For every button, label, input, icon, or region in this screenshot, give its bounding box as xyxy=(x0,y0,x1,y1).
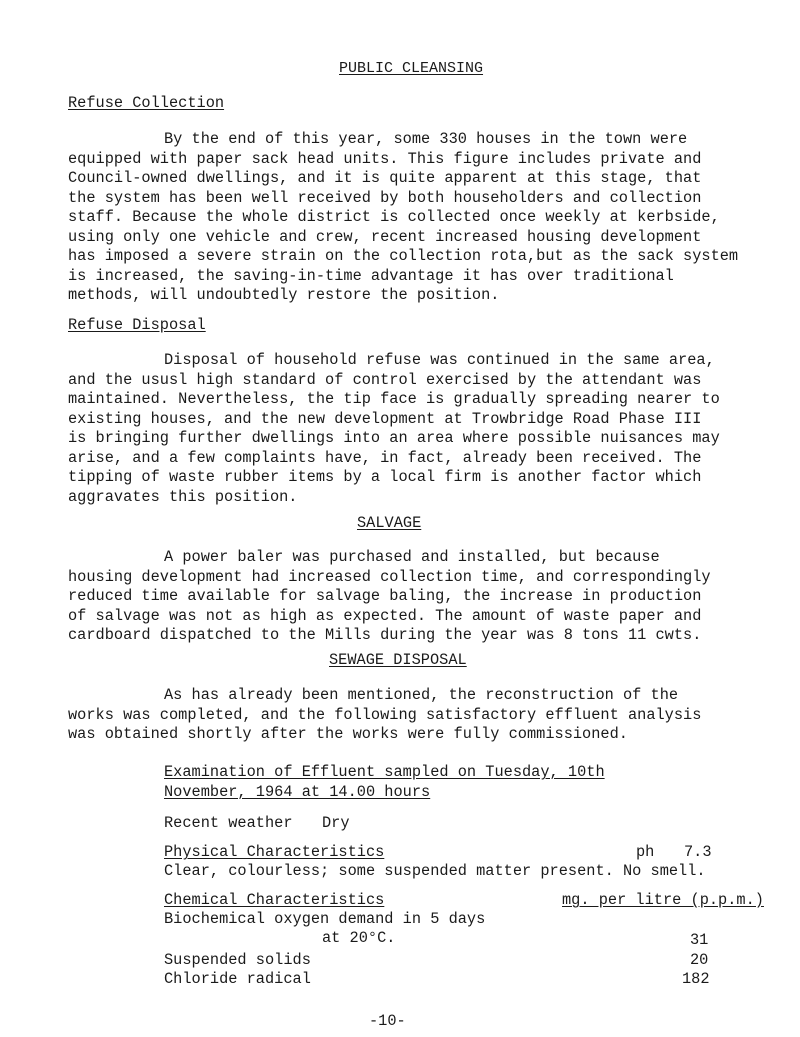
recent-weather-label: Recent weather xyxy=(164,814,293,832)
text-line: the system has been well received by both householders and collection xyxy=(68,188,702,207)
ph-value: 7.3 xyxy=(684,843,712,861)
text-line: works was completed, and the following satisfactory effluent analysis xyxy=(68,705,702,724)
refuse-collection-paragraph xyxy=(68,130,760,306)
text-line: As has already been mentioned, the reconstruction of the xyxy=(164,686,679,704)
text-line: cardboard dispatched to the Mills during the year was 8 tons 11 cwts. xyxy=(68,626,702,644)
physical-description: Clear, colourless; some suspended matter present. No smell. xyxy=(164,862,706,880)
text-line: Disposal of household refuse was continued in the same area, xyxy=(164,351,715,369)
recent-weather-value: Dry xyxy=(322,814,350,832)
text-line: maintained. Nevertheless, the tip face is gradually spreading nearer to xyxy=(68,390,720,408)
chloride-radical-label: Chloride radical xyxy=(164,970,311,988)
text-line: Council-owned dwellings, and it is quite apparent at this stage, that xyxy=(68,169,702,187)
bod-label-line2: at 20°C. xyxy=(322,929,396,947)
text-line: using only one vehicle and crew, recent increased housing development xyxy=(68,227,702,246)
chemical-characteristics-label: Chemical Characteristics xyxy=(164,891,385,909)
page-title: PUBLIC CLEANSING xyxy=(339,60,484,77)
text-line: is increased, the saving-in-time advantage it has over traditional xyxy=(68,266,674,285)
salvage-heading: SALVAGE xyxy=(357,514,422,532)
text-line: methods, will undoubtedly restore the position. xyxy=(68,286,500,304)
text-line: equipped with paper sack head units. This figure includes private and xyxy=(68,149,702,168)
text-line: tipping of waste rubber items by a local firm is another factor which xyxy=(68,468,702,486)
text-line: of salvage was not as high as expected. The amount of waste paper and xyxy=(68,606,702,625)
sewage-disposal-paragraph xyxy=(68,686,760,745)
text-line: reduced time available for salvage baling, the increase in production xyxy=(68,587,702,605)
ph-label: ph xyxy=(636,843,655,861)
text-line: is bringing further dwellings into an area where possible nuisances may xyxy=(68,429,720,447)
refuse-disposal-paragraph xyxy=(68,351,760,507)
salvage-paragraph xyxy=(68,548,760,646)
suspended-solids-value: 20 xyxy=(690,951,709,969)
text-line: and the ususl high standard of control exercised by the attendant was xyxy=(68,370,702,389)
text-line: staff. Because the whole district is collected once weekly at kerbside, xyxy=(68,208,720,226)
bod-label-line1: Biochemical oxygen demand in 5 days xyxy=(164,910,486,928)
suspended-solids-label: Suspended solids xyxy=(164,951,311,969)
text-line: A power baler was purchased and installed, but because xyxy=(164,548,660,566)
refuse-collection-heading: Refuse Collection xyxy=(68,94,225,112)
sewage-disposal-heading: SEWAGE DISPOSAL xyxy=(329,651,467,669)
text-line: existing houses, and the new development at Trowbridge Road Phase III xyxy=(68,409,702,428)
text-line: housing development had increased collection time, and correspondingly xyxy=(68,567,711,586)
text-line: was obtained shortly after the works were fully commissioned. xyxy=(68,725,628,743)
physical-characteristics-label: Physical Characteristics xyxy=(164,843,385,861)
bod-value: 31 xyxy=(690,931,709,949)
analysis-heading-line1: Examination of Effluent sampled on Tuesday, 10th xyxy=(164,763,605,781)
analysis-heading-line2: November, 1964 at 14.00 hours xyxy=(164,783,431,801)
text-line: By the end of this year, some 330 houses in the town were xyxy=(164,130,688,148)
text-line: aggravates this position. xyxy=(68,487,298,506)
page-number: -10- xyxy=(369,1012,406,1030)
refuse-disposal-heading: Refuse Disposal xyxy=(68,316,206,334)
text-line: arise, and a few complaints have, in fact, already been received. The xyxy=(68,448,702,467)
units-label: mg. per litre (p.p.m.) xyxy=(562,891,764,909)
chloride-radical-value: 182 xyxy=(682,970,710,988)
text-line: has imposed a severe strain on the collection rota,but as the sack system xyxy=(68,247,739,265)
